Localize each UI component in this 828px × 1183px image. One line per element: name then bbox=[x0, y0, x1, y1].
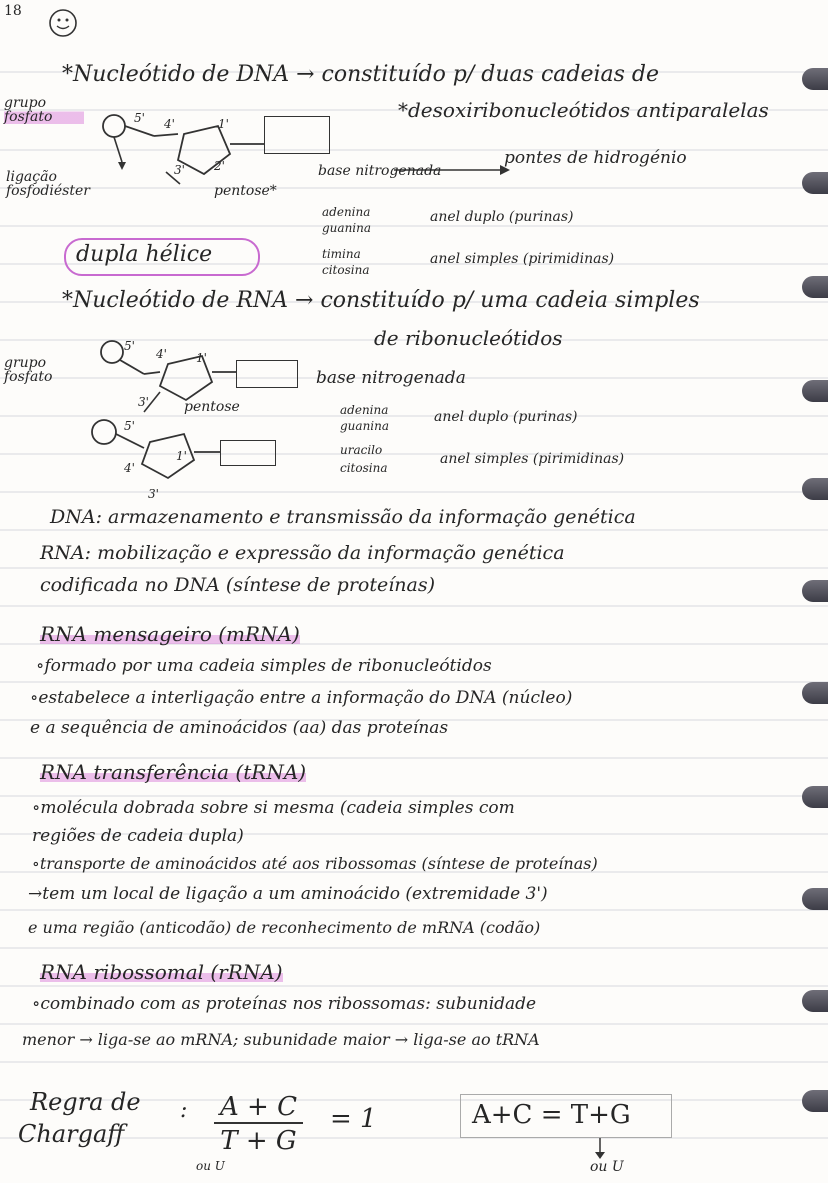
binder-ring bbox=[802, 888, 828, 910]
binder-ring bbox=[802, 380, 828, 402]
dna-dupla-helice: dupla hélice bbox=[76, 242, 213, 267]
dna-citosina: citosina bbox=[322, 263, 370, 277]
rna-label-3: 3' bbox=[138, 395, 149, 409]
mrna-line-2: ∘estabelece a interligação entre a informação do DNA (núcleo) bbox=[30, 688, 573, 708]
rna-label-1b: 1' bbox=[176, 449, 187, 463]
mrna-title: RNA mensageiro (mRNA) bbox=[40, 622, 300, 646]
trna-title: RNA transferência (tRNA) bbox=[40, 760, 307, 784]
dna-ligacao: ligação fosfodiéster bbox=[6, 169, 90, 199]
rna-label-4: 4' bbox=[156, 347, 167, 361]
dna-adenina: adenina bbox=[322, 205, 371, 219]
rna-guanina: guanina bbox=[340, 419, 390, 433]
dna-guanina: guanina bbox=[322, 221, 372, 235]
down-arrow-icon bbox=[592, 1138, 608, 1160]
mrna-line-3: e a sequência de aminoácidos (aa) das proteínas bbox=[30, 718, 449, 738]
binder-ring bbox=[802, 276, 828, 298]
trna-line-2: regiões de cadeia dupla) bbox=[32, 826, 244, 846]
binder-ring bbox=[802, 478, 828, 500]
binder-ring bbox=[802, 580, 828, 602]
rna-citosina: citosina bbox=[340, 461, 388, 475]
rna-label-5b: 5' bbox=[124, 419, 135, 433]
rna-function-2: codificada no DNA (síntese de proteínas) bbox=[40, 574, 436, 596]
page-number: 18 bbox=[4, 3, 22, 19]
binder-ring bbox=[802, 990, 828, 1012]
dna-base-box bbox=[264, 116, 330, 154]
chargaff-fraction bbox=[214, 1092, 303, 1156]
dna-timina: timina bbox=[322, 247, 361, 261]
rna-base-nitrogenada: base nitrogenada bbox=[316, 368, 466, 388]
rna-heading-2: de ribonucleótidos bbox=[374, 326, 563, 350]
chargaff-equals-one: = 1 bbox=[330, 1104, 377, 1134]
rrna-line-1: ∘combinado com as proteínas nos ribossomas: subunidade bbox=[32, 994, 537, 1014]
binder-ring bbox=[802, 68, 828, 90]
rna-grupo-fosfato: grupo fosfato bbox=[4, 355, 53, 385]
dna-function: DNA: armazenamento e transmissão da informação genética bbox=[50, 506, 636, 528]
mrna-line-1: ∘formado por uma cadeia simples de ribonucleótidos bbox=[36, 656, 492, 676]
rna-label-3b: 3' bbox=[148, 487, 159, 501]
trna-line-3: ∘transporte de aminoácidos até aos ribossomas (síntese de proteínas) bbox=[32, 854, 598, 873]
rna-base-box-2 bbox=[220, 440, 276, 466]
chargaff-equation: A+C = T+G bbox=[472, 1100, 631, 1130]
binder-ring bbox=[802, 786, 828, 808]
rna-anel-simples: anel simples (pirimidinas) bbox=[440, 451, 625, 467]
dna-heading-2: *desoxiribonucleótidos antiparalelas bbox=[398, 98, 769, 122]
trna-line-1: ∘molécula dobrada sobre si mesma (cadeia simples com bbox=[32, 798, 515, 818]
rrna-title: RNA ribossomal (rRNA) bbox=[40, 960, 283, 984]
rna-anel-duplo: anel duplo (purinas) bbox=[434, 409, 578, 425]
dna-pontes: pontes de hidrogénio bbox=[504, 148, 687, 168]
rna-function-1: RNA: mobilização e expressão da informação genética bbox=[40, 542, 565, 564]
dna-label-3: 3' bbox=[174, 163, 185, 177]
rna-label-1: 1' bbox=[196, 351, 207, 365]
trna-line-4: →tem um local de ligação a um aminoácido (extremidade 3') bbox=[28, 884, 548, 904]
rna-heading: *Nucleótido de RNA → constituído p/ uma cadeia simples bbox=[62, 288, 700, 313]
chargaff-ou-u-2: ou U bbox=[590, 1159, 624, 1175]
dna-pentose: pentose* bbox=[214, 183, 277, 199]
rna-adenina: adenina bbox=[340, 403, 389, 417]
dna-base-nitrogenada: base nitrogenada bbox=[318, 163, 442, 179]
chargaff-label-2: Chargaff bbox=[18, 1120, 125, 1148]
rna-label-4b: 4' bbox=[124, 461, 135, 475]
rna-pentose: pentose bbox=[184, 399, 240, 415]
dna-label-5: 5' bbox=[134, 111, 145, 125]
dna-anel-duplo: anel duplo (purinas) bbox=[430, 209, 574, 225]
binder-ring bbox=[802, 1090, 828, 1112]
chargaff-denominator: T + G bbox=[220, 1126, 297, 1156]
binder-ring bbox=[802, 172, 828, 194]
trna-line-5: e uma região (anticodão) de reconhecimento de mRNA (codão) bbox=[28, 918, 541, 937]
binder-ring bbox=[802, 682, 828, 704]
rna-uracilo: uracilo bbox=[340, 443, 383, 457]
smiley-icon bbox=[48, 8, 78, 38]
dna-grupo-fosfato: grupo fosfato bbox=[4, 96, 84, 124]
dna-anel-simples: anel simples (pirimidinas) bbox=[430, 251, 615, 267]
chargaff-label-1: Regra de bbox=[30, 1088, 141, 1116]
rna-label-5: 5' bbox=[124, 339, 135, 353]
dna-label-1: 1' bbox=[218, 117, 229, 131]
rna-base-box bbox=[236, 360, 298, 388]
dna-label-2: 2' bbox=[214, 159, 225, 173]
rrna-line-2: menor → liga-se ao mRNA; subunidade maior → liga-se ao tRNA bbox=[22, 1030, 540, 1049]
dna-heading: *Nucleótido de DNA → constituído p/ duas cadeias de bbox=[62, 62, 660, 87]
chargaff-numerator: A + C bbox=[214, 1092, 303, 1124]
chargaff-colon: : bbox=[180, 1098, 188, 1123]
chargaff-ou-u-1: ou U bbox=[196, 1159, 225, 1173]
dna-label-4: 4' bbox=[164, 117, 175, 131]
